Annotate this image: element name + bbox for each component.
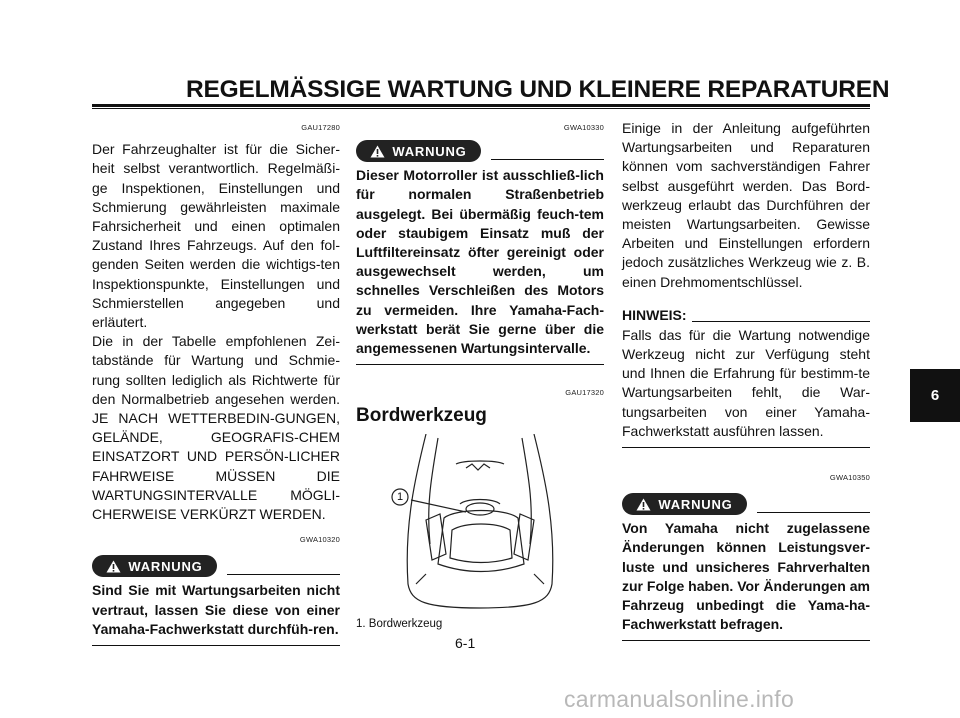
section-heading: Bordwerkzeug: [356, 405, 487, 427]
note-header: [622, 306, 870, 326]
warning-code: GWA10350: [829, 473, 870, 483]
warning-header: [356, 140, 604, 166]
page-title: REGELMÄSSIGE WARTUNG UND KLEINERE REPARATUREN: [186, 76, 890, 103]
warning-end-rule: [622, 640, 870, 641]
interval-paragraph: Die in der Tabelle empfohlenen Zei-tabstände für Wartung und Schmie-rung sollten lediglich als Richtwerte für den Normalbetrieb angesehen werden. JE NACH WETTERBEDIN-GUNGEN, GELÄNDE, GEOGRAFIS-CHEM EINSATZORT UND PERSÖN-LICHER FAHRWEISE MÜSSEN DIE WARTUNGSINTERVALLE MÖGLI-CHERWEISE VERKÜRZT WERDEN.: [92, 333, 340, 523]
note-end-rule: [622, 447, 870, 448]
note-line: [692, 321, 870, 322]
warning-text: Dieser Motorroller ist ausschließ-lich für normalen Straßenbetrieb ausgelegt. Bei übermäßig feuch-tem oder staubigem Einsatz muß der Luftfiltereinsatz öfter gereinigt oder ausgewechselt werden, um schnelles Verschleißen des Motors zu vermeiden. Ihre Yamaha-Fach-werkstatt berät Sie gerne über die angemessenen Wartungsintervalle.: [356, 167, 604, 357]
warning-triangle-icon: [636, 498, 651, 511]
intro-paragraph: Der Fahrzeughalter ist für die Sicher-heit selbst verantwortlich. Regelmäßi-ge Inspektionen, Einstellungen und Schmierung gewährleisten maximale Fahrsicherheit und einen optimalen Zustand Ihres Fahrzeugs. Auf den fol-genden Seiten werden die wichtigs-ten Inspektionspunkte, Einstellungen und Schmierstellen angegeben und erläutert.: [92, 141, 340, 331]
toolkit-illustration: [356, 434, 604, 609]
warning-header: [92, 555, 340, 581]
warning-badge: [92, 555, 217, 577]
warning-label: WARNUNG: [658, 496, 733, 512]
warning-line: [757, 512, 870, 513]
warning-end-rule: [356, 364, 604, 365]
watermark: carmanualsonline.info: [564, 686, 795, 712]
scooter-seat-drawing: [356, 434, 604, 609]
warning-line: [491, 159, 604, 160]
warning-triangle-icon: [370, 145, 385, 158]
warning-label: WARNUNG: [392, 143, 467, 159]
warning-end-rule: [92, 645, 340, 646]
warning-triangle-icon: [106, 560, 121, 573]
section-code: GAU17280: [301, 123, 340, 132]
warning-label: WARNUNG: [128, 558, 203, 574]
warning-line: [227, 574, 340, 575]
title-rule: [92, 104, 870, 109]
warning-badge: [622, 493, 747, 515]
middle-column: [356, 118, 604, 634]
warning-header: [622, 493, 870, 519]
warning-text: Von Yamaha nicht zugelassene Änderungen können Leistungsver-luste und unsicheres Fahrverhalten zur Folge haben. Vor Änderungen am Fahrzeug unbedingt die Yama-ha-Fachwerkstatt befragen.: [622, 520, 870, 633]
section-code: GAU17320: [565, 388, 604, 398]
callout-number: 1: [396, 490, 404, 503]
note-label: HINWEIS:: [622, 306, 687, 323]
maintenance-paragraph: Einige in der Anleitung aufgeführten Wartungsarbeiten und Reparaturen können vom sachverständigen Fahrer selbst ausgeführt werden. Das Bord-werkzeug erlaubt das Durchführen der meisten Wartungsarbeiten. Gewisse Arbeiten und Einstellungen erfordern jedoch zusätzliches Werkzeug wie z. B. einen Drehmomentschlüssel.: [622, 120, 870, 290]
warning-code: GWA10330: [563, 123, 604, 132]
page-number: 6-1: [455, 635, 476, 651]
warning-code: GWA10320: [299, 535, 340, 545]
figure-caption: 1. Bordwerkzeug: [356, 617, 443, 630]
note-text: Falls das für die Wartung notwendige Werkzeug nicht zur Verfügung steht und Ihnen die Erfahrung für bestimm-te Wartungsarbeiten fehlt, die War-tungsarbeiten von einer Yamaha-Fachwerkstatt ausführen lassen.: [622, 326, 870, 439]
warning-badge: [356, 140, 481, 162]
chapter-tab: 6: [910, 369, 960, 422]
right-column: [622, 119, 870, 641]
left-column: [92, 118, 340, 646]
warning-text: Sind Sie mit Wartungsarbeiten nicht vertraut, lassen Sie diese von einer Yamaha-Fachwerkstatt durchfüh-ren.: [92, 582, 340, 637]
